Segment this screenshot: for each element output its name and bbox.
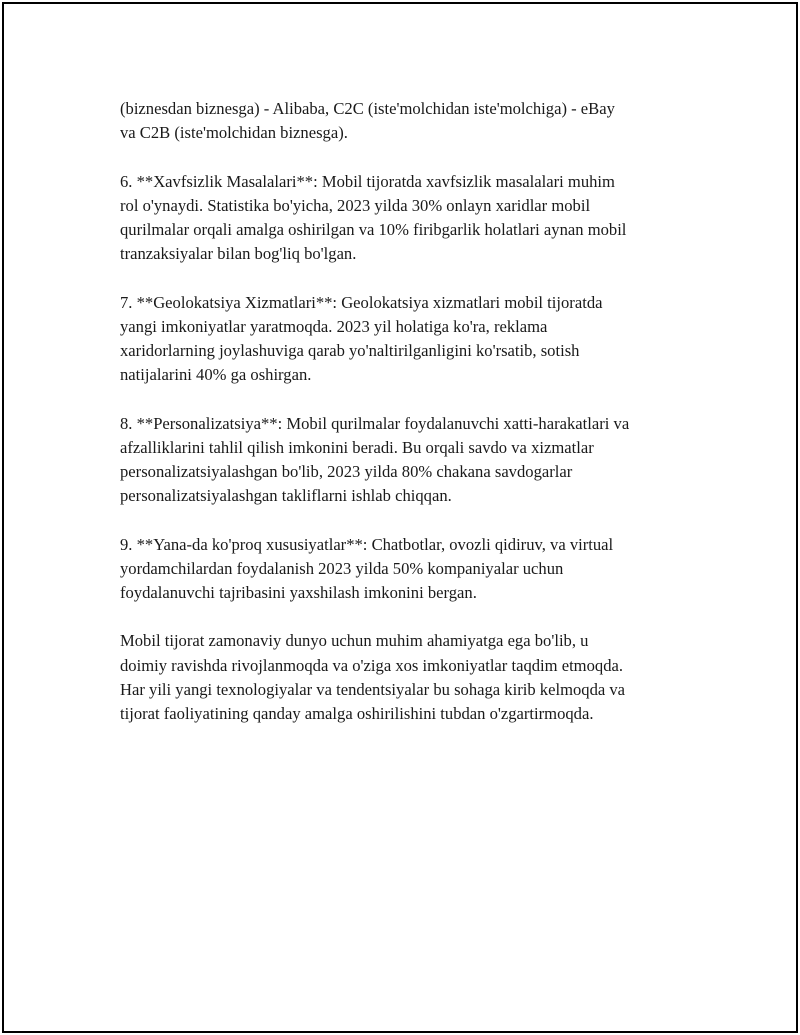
document-body [120, 97, 700, 750]
paragraph-geolocation-services: 7. **Geolokatsiya Xizmatlari**: Geolokatsiya xizmatlari mobil tijoratda yangi imkoniyatlar yaratmoqda. 2023 yil holatiga ko'ra, reklama xaridorlarning joylashuviga qarab yo'naltirilganligini ko'rsatib, sotish natijalarini 40% ga oshirgan. [120, 292, 603, 385]
paragraph-personalization: 8. **Personalizatsiya**: Mobil qurilmalar foydalanuvchi xatti-harakatlari va afzalliklarini tahlil qilish imkonini beradi. Bu orqali savdo va xizmatlar personalizatsiyalashgan bo'lib, 2023 yilda 80% chakana savdogarlar personalizatsiyalashgan takliflarni ishlab chiqqan. [120, 413, 630, 506]
paragraph-security-issues: 6. **Xavfsizlik Masalalari**: Mobil tijoratda xavfsizlik masalalari muhim rol o'ynaydi. Statistika bo'yicha, 2023 yilda 30% onlayn xaridlar mobil qurilmalar orqali amalga oshirilgan va 10% firibgarlik holatlari aynan mobil tranzaksiyalar bilan bog'liq bo'lgan. [120, 171, 627, 264]
paragraph-conclusion: Mobil tijorat zamonaviy dunyo uchun muhim ahamiyatga ega bo'lib, u doimiy ravishda rivojlanmoqda va o'ziga xos imkoniyatlar taqdim etmoqda. Har yili yangi texnologiyalar va tendentsiyalar bu sohaga kirib kelmoqda va tijorat faoliyatining qanday amalga oshirilishini tubdan o'zgartirmoqda. [120, 631, 626, 723]
paragraph-more-features: 9. **Yana-da ko'proq xususiyatlar**: Chatbotlar, ovozli qidiruv, va virtual yordamchilardan foydalanish 2023 yilda 50% kompaniyalar uchun foydalanuvchi tajribasini yaxshilash imkonini bergan. [120, 534, 614, 602]
paragraph-b2b-continuation: (biznesdan biznesga) - Alibaba, C2C (iste'molchidan iste'molchiga) - eBay va C2B (iste'molchidan biznesga). [120, 99, 615, 143]
document-page [2, 2, 798, 1033]
